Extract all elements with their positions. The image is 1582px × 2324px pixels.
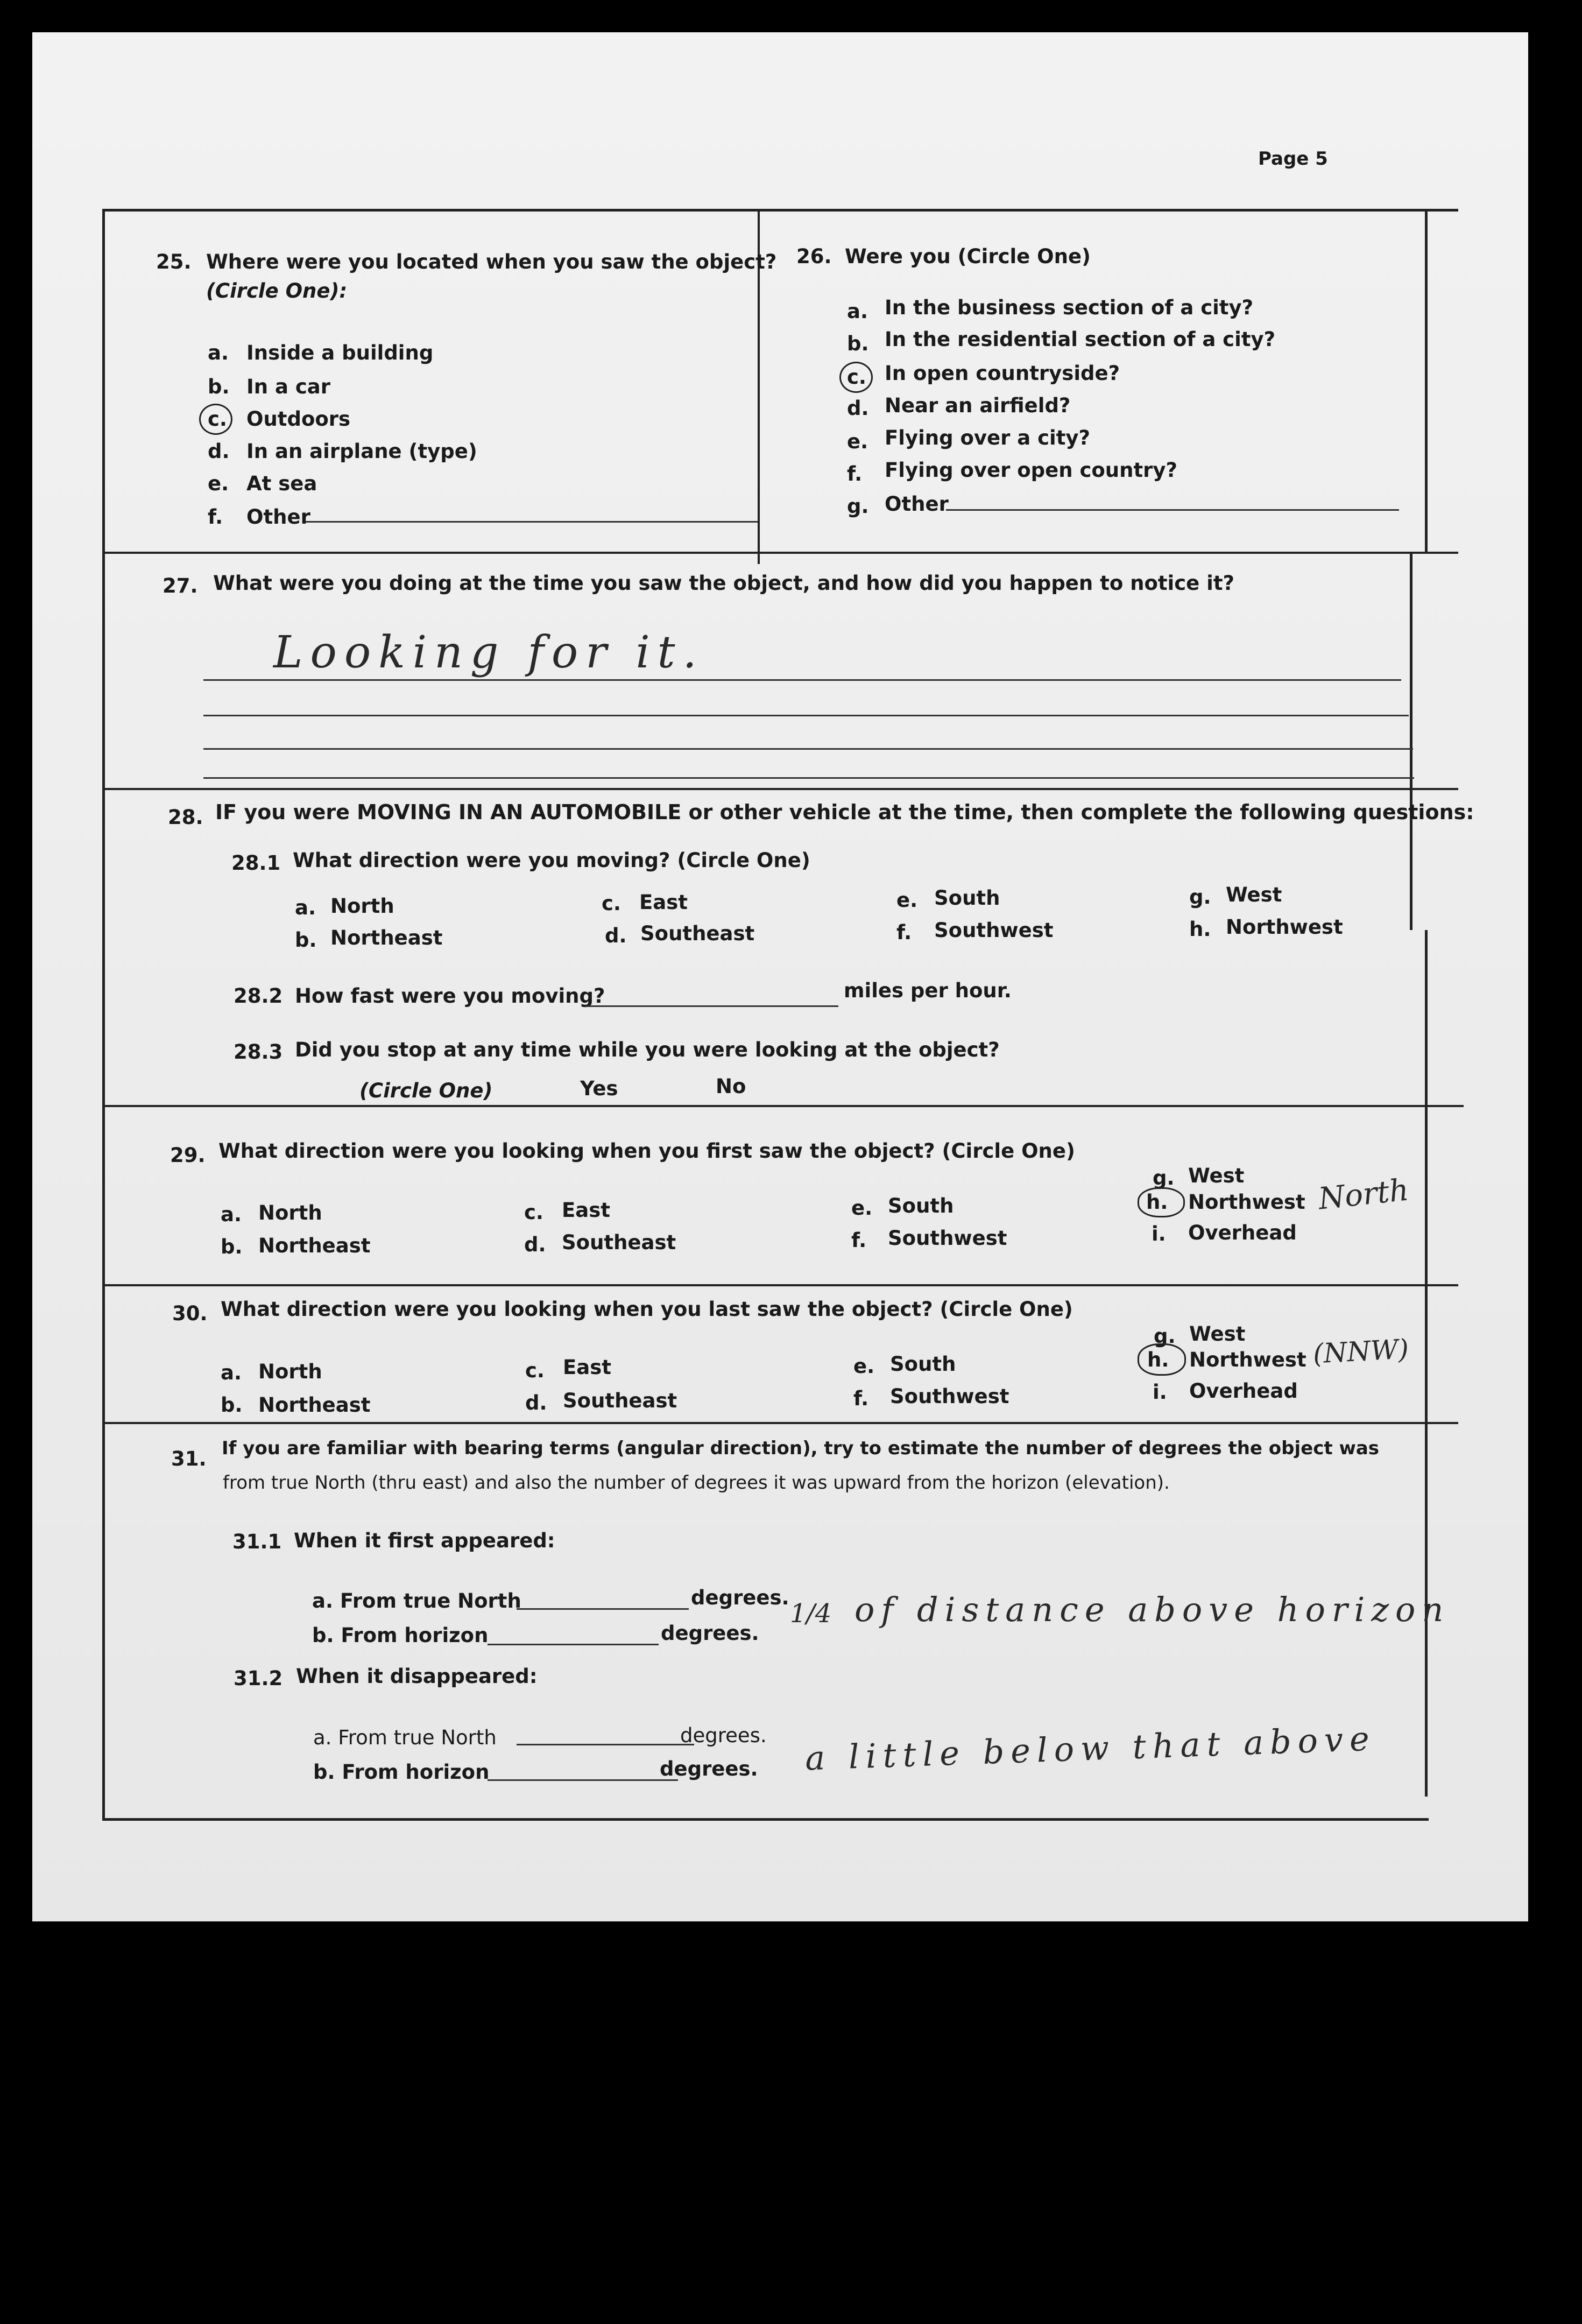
q26-option-letter[interactable]: a.	[847, 300, 868, 323]
q30-option-letter[interactable]: h.	[1147, 1348, 1169, 1371]
q29-option-text[interactable]: West	[1188, 1164, 1245, 1187]
q28-question: IF you were MOVING IN AN AUTOMOBILE or other vehicle at the time, then complete the following questions:	[215, 800, 1474, 824]
q28-option-letter[interactable]: g.	[1189, 885, 1211, 909]
q25-question: Where were you located when you saw the object?	[206, 250, 777, 273]
q25-instruction: (Circle One):	[206, 279, 348, 302]
q29-option-letter[interactable]: e.	[851, 1196, 873, 1220]
q29-option-letter[interactable]: h.	[1146, 1191, 1168, 1214]
q28-option-text[interactable]: Southeast	[640, 922, 755, 945]
q30-option-letter[interactable]: f.	[853, 1387, 869, 1410]
q28-option-letter[interactable]: e.	[896, 889, 918, 912]
q28-option-text[interactable]: East	[639, 891, 688, 914]
q26-option-text[interactable]: Flying over a city?	[885, 426, 1090, 449]
q27-number: 27.	[163, 574, 198, 597]
q30-option-text[interactable]: East	[563, 1356, 611, 1379]
q29-option-text[interactable]: Northeast	[258, 1234, 371, 1257]
q28-option-letter[interactable]: a.	[295, 896, 316, 919]
q27-question: What were you doing at the time you saw the object, and how did you happen to notice it?	[213, 572, 1234, 595]
q30-option-text[interactable]: Southeast	[563, 1389, 677, 1412]
q30-option-text[interactable]: Northeast	[258, 1393, 371, 1417]
q29-handwritten-note: North	[1317, 1172, 1410, 1217]
q29-option-text[interactable]: East	[562, 1199, 610, 1222]
q28-option-letter[interactable]: b.	[295, 928, 317, 952]
q25-option-text[interactable]: At sea	[246, 472, 317, 495]
answer-line[interactable]	[203, 748, 1413, 750]
q25-option-text[interactable]: Other	[246, 505, 310, 529]
q28-1-question: What direction were you moving? (Circle One)	[293, 849, 810, 872]
speed-blank[interactable]	[585, 1005, 838, 1007]
q25-option-text[interactable]: In a car	[246, 375, 330, 398]
q29-number: 29.	[170, 1144, 206, 1167]
answer-line[interactable]	[203, 715, 1409, 716]
q30-option-text[interactable]: Overhead	[1189, 1379, 1298, 1403]
q29-option-text[interactable]: Southeast	[562, 1231, 676, 1254]
q28-option-letter[interactable]: h.	[1189, 918, 1211, 941]
q26-option-letter[interactable]: c.	[847, 365, 866, 389]
q26-other-blank[interactable]	[946, 509, 1399, 511]
q30-option-letter[interactable]: c.	[525, 1359, 545, 1382]
q30-option-letter[interactable]: g.	[1154, 1325, 1176, 1348]
q26-option-letter[interactable]: e.	[847, 430, 868, 453]
q29-option-letter[interactable]: i.	[1152, 1222, 1166, 1245]
q31-1-number: 31.1	[232, 1530, 282, 1553]
q30-number: 30.	[172, 1302, 208, 1325]
q26-option-letter[interactable]: d.	[847, 397, 869, 420]
q28-option-text[interactable]: West	[1226, 883, 1282, 906]
form-page	[32, 32, 1528, 1921]
q28-option-letter[interactable]: c.	[602, 892, 621, 915]
q29-option-text[interactable]: Southwest	[888, 1227, 1007, 1250]
q25-option-letter[interactable]: e.	[208, 472, 229, 495]
yes-option[interactable]: Yes	[580, 1077, 618, 1100]
q25-option-text[interactable]: Outdoors	[246, 407, 351, 431]
q26-option-text[interactable]: In the residential section of a city?	[885, 328, 1276, 351]
q28-option-text[interactable]: North	[330, 895, 394, 918]
q30-option-text[interactable]: Southwest	[890, 1385, 1009, 1408]
q31-number: 31.	[171, 1447, 207, 1470]
q30-question: What direction were you looking when you last saw the object? (Circle One)	[221, 1298, 1073, 1321]
q26-option-text[interactable]: Flying over open country?	[885, 459, 1177, 482]
q31-2-b-label: b. From horizon	[313, 1760, 490, 1784]
q28-3-instruction: (Circle One)	[359, 1079, 493, 1102]
no-option[interactable]: No	[716, 1075, 746, 1098]
q29-option-letter[interactable]: g.	[1153, 1166, 1175, 1189]
q26-question: Were you (Circle One)	[845, 245, 1091, 268]
q29-option-text[interactable]: South	[888, 1194, 954, 1217]
q25-option-letter[interactable]: a.	[208, 341, 229, 364]
q31-2-b-unit: degrees.	[660, 1757, 758, 1780]
q25-option-letter[interactable]: b.	[208, 375, 230, 398]
q28-option-text[interactable]: Northwest	[1226, 915, 1343, 939]
true-north-blank[interactable]	[517, 1744, 694, 1745]
q28-2-number: 28.2	[234, 984, 283, 1008]
q31-1-question: When it first appeared:	[294, 1529, 555, 1552]
q29-option-letter[interactable]: a.	[221, 1203, 242, 1226]
q25-option-letter[interactable]: c.	[208, 407, 227, 431]
q30-handwritten-note: (NNW)	[1312, 1333, 1410, 1370]
answer-line[interactable]	[203, 777, 1414, 779]
q30-option-letter[interactable]: e.	[853, 1355, 875, 1378]
q31-2-a-unit: degrees.	[680, 1724, 767, 1747]
q29-question: What direction were you looking when you first saw the object? (Circle One)	[218, 1139, 1075, 1163]
q28-option-text[interactable]: South	[934, 886, 1000, 910]
q26-option-text[interactable]: Other	[885, 492, 949, 516]
q25-option-text[interactable]: In an airplane (type)	[246, 440, 477, 463]
q26-option-text[interactable]: In open countryside?	[885, 362, 1120, 385]
q30-option-text[interactable]: North	[258, 1360, 322, 1383]
q28-1-number: 28.1	[231, 851, 281, 875]
q26-option-letter[interactable]: b.	[847, 332, 869, 355]
horizon-blank[interactable]	[488, 1644, 659, 1645]
q29-option-letter[interactable]: c.	[524, 1201, 543, 1224]
q28-3-number: 28.3	[234, 1040, 283, 1064]
q25-number: 25.	[156, 250, 192, 273]
q28-2-question: How fast were you moving?	[295, 984, 605, 1008]
answer-line[interactable]	[203, 679, 1401, 681]
q26-option-letter[interactable]: f.	[847, 462, 863, 485]
q31-1-b-unit: degrees.	[661, 1622, 759, 1645]
q28-2-unit: miles per hour.	[844, 979, 1012, 1002]
q31-question-line2: from true North (thru east) and also the number of degrees it was upward from the horizon (elevation).	[223, 1472, 1170, 1494]
q30-option-letter[interactable]: i.	[1153, 1381, 1167, 1404]
q31-2-a-label: a. From true North	[313, 1726, 497, 1749]
q31-2-question: When it disappeared:	[296, 1665, 538, 1688]
q31-2-handwritten-note: a little below that above	[804, 1719, 1376, 1778]
q31-1-fraction: 1/4	[790, 1598, 832, 1629]
q30-option-letter[interactable]: d.	[525, 1391, 547, 1414]
page-number: Page 5	[1258, 148, 1328, 170]
q31-1-a-label: a. From true North	[312, 1589, 521, 1612]
q28-option-letter[interactable]: d.	[605, 924, 627, 947]
q28-option-letter[interactable]: f.	[896, 921, 912, 944]
q26-option-text[interactable]: Near an airfield?	[885, 394, 1071, 417]
true-north-blank[interactable]	[517, 1608, 689, 1610]
q28-option-text[interactable]: Northeast	[330, 926, 443, 949]
q28-option-text[interactable]: Southwest	[934, 919, 1054, 942]
q28-3-question: Did you stop at any time while you were looking at the object?	[295, 1038, 1000, 1061]
q30-option-text[interactable]: Northwest	[1189, 1348, 1306, 1371]
q25-option-letter[interactable]: d.	[208, 440, 230, 463]
q29-option-letter[interactable]: f.	[851, 1229, 867, 1252]
q25-option-letter[interactable]: f.	[208, 505, 223, 529]
q30-option-letter[interactable]: b.	[221, 1393, 243, 1417]
q26-option-text[interactable]: In the business section of a city?	[885, 296, 1254, 319]
q29-option-text[interactable]: North	[258, 1201, 322, 1224]
q27-handwritten-answer: Looking for it.	[273, 627, 704, 678]
q29-option-letter[interactable]: d.	[524, 1233, 546, 1256]
q30-option-text[interactable]: West	[1189, 1322, 1246, 1346]
q30-option-letter[interactable]: a.	[221, 1361, 242, 1384]
q25-other-blank[interactable]	[306, 521, 758, 523]
q26-number: 26.	[796, 245, 832, 268]
q31-question-line1: If you are familiar with bearing terms (angular direction), try to estimate the number of degrees the object was	[222, 1438, 1380, 1459]
q29-option-text[interactable]: Overhead	[1188, 1221, 1297, 1244]
q29-option-text[interactable]: Northwest	[1188, 1191, 1305, 1214]
q31-1-b-label: b. From horizon	[312, 1624, 489, 1647]
q30-option-text[interactable]: South	[890, 1353, 956, 1376]
q28-number: 28.	[168, 806, 203, 829]
q29-option-letter[interactable]: b.	[221, 1235, 243, 1258]
q31-1-handwritten-note: of distance above horizon	[854, 1590, 1450, 1629]
horizon-blank[interactable]	[488, 1779, 678, 1781]
q31-2-number: 31.2	[234, 1667, 283, 1690]
q31-1-a-unit: degrees.	[691, 1586, 789, 1609]
q26-option-letter[interactable]: g.	[847, 495, 869, 518]
q25-option-text[interactable]: Inside a building	[246, 341, 434, 364]
